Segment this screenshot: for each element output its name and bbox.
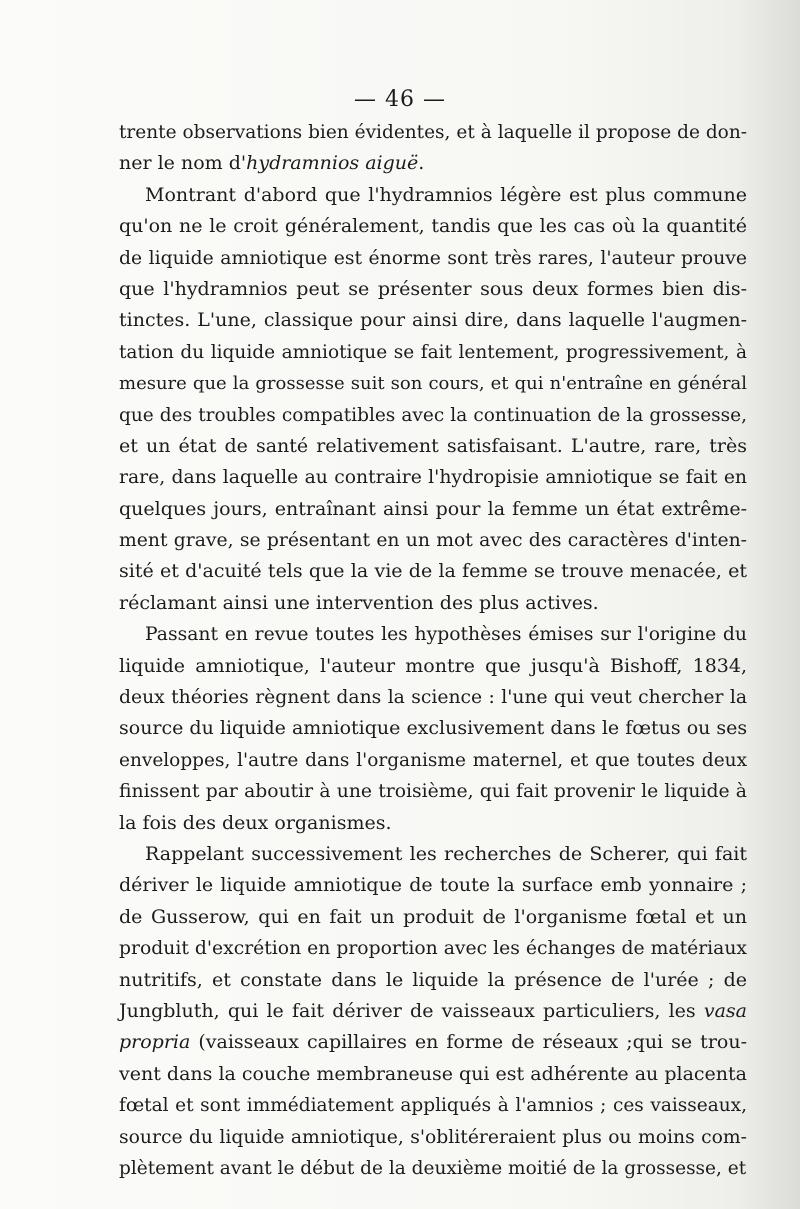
- text-line: [119, 148, 747, 179]
- page-number: — 46 —: [354, 87, 446, 112]
- italic-term: hydramnios aiguë: [246, 152, 419, 175]
- text-line: réclamant ainsi une intervention des plus actives.: [119, 591, 599, 614]
- text-line: que l'hydramnios peut se présenter sous deux formes bien dis-: [119, 277, 747, 300]
- paragraph: [119, 117, 747, 180]
- text-line: produit d'excrétion en proportion avec les échanges de matériaux: [119, 938, 747, 960]
- text-line: tation du liquide amniotique se fait lentement, progressivement, à: [119, 341, 747, 363]
- text-line: plètement avant le début de la deuxième moitié de la grossesse, et: [119, 1157, 747, 1179]
- text-line: liquide amniotique, l'auteur montre que jusqu'à Bishoff, 1834,: [119, 654, 747, 677]
- text-line: que des troubles compatibles avec la continuation de la grossesse,: [119, 404, 747, 426]
- text-line: qu'on ne le croit généralement, tandis que les cas où la quantité: [119, 215, 747, 238]
- text-run: .: [418, 152, 425, 175]
- text-run: (vaisseaux capillaires en forme de réseaux ;qui se trou-: [190, 1031, 747, 1054]
- text-line: sité et d'acuité tels que la vie de la femme se trouve menacée, et: [119, 560, 747, 583]
- text-line: deux théories règnent dans la science : l'une qui veut chercher la: [119, 687, 747, 709]
- italic-term: propria: [119, 1031, 191, 1054]
- text-line: la fois des deux organismes.: [119, 811, 392, 834]
- text-run: Jungbluth, qui le fait dériver de vaisseaux particuliers, les: [119, 999, 704, 1022]
- text-line: [119, 996, 747, 1027]
- paragraph: [119, 180, 747, 619]
- body-text: [119, 117, 747, 1184]
- text-line: rare, dans laquelle au contraire l'hydropisie amniotique se fait en: [119, 467, 747, 489]
- paragraph: [119, 839, 747, 1184]
- text-line: et un état de santé relativement satisfaisant. L'autre, rare, très: [119, 434, 747, 457]
- text-line: Rappelant successivement les recherches de Scherer, qui fait: [145, 842, 747, 865]
- paragraph: [119, 619, 747, 839]
- text-line: dériver le liquide amniotique de toute la surface emb yonnaire ;: [119, 874, 747, 897]
- text-line: ment grave, se présentant en un mot avec des caractères d'inten-: [119, 530, 747, 552]
- text-line: tinctes. L'une, classique pour ainsi dire, dans laquelle l'augmen-: [119, 309, 747, 332]
- text-line: [119, 1027, 747, 1058]
- text-line: Montrant d'abord que l'hydramnios légère est plus commune: [145, 183, 747, 206]
- text-line: enveloppes, l'autre dans l'organisme maternel, et que toutes deux: [119, 749, 747, 771]
- text-line: mesure que la grossesse suit son cours, et qui n'entraîne en général: [119, 373, 747, 395]
- italic-term: vasa: [703, 999, 747, 1022]
- text-line: quelques jours, entraînant ainsi pour la femme un état extrême-: [119, 497, 747, 520]
- text-line: fœtal et sont immédiatement appliqués à l'amnios ; ces vaisseaux,: [119, 1095, 747, 1117]
- text-line: source du liquide amniotique, s'oblitéreraient plus ou moins com-: [119, 1126, 747, 1148]
- text-line: finissent par aboutir à une troisième, qui fait provenir le liquide à: [119, 781, 747, 803]
- text-line: vent dans la couche membraneuse qui est adhérente au placenta: [119, 1062, 747, 1085]
- text-line: Passant en revue toutes les hypothèses émises sur l'origine du: [145, 624, 747, 646]
- text-line: trente observations bien évidentes, et à laquelle il propose de don-: [119, 122, 747, 143]
- text-line: nutritifs, et constate dans le liquide la présence de l'urée ; de: [119, 968, 747, 991]
- text-run: ner le nom d': [119, 152, 247, 175]
- text-line: de liquide amniotique est énorme sont très rares, l'auteur prouve: [119, 247, 747, 269]
- text-line: de Gusserow, qui en fait un produit de l'organisme fœtal et un: [119, 905, 747, 928]
- text-line: source du liquide amniotique exclusivement dans le fœtus ou ses: [119, 717, 748, 740]
